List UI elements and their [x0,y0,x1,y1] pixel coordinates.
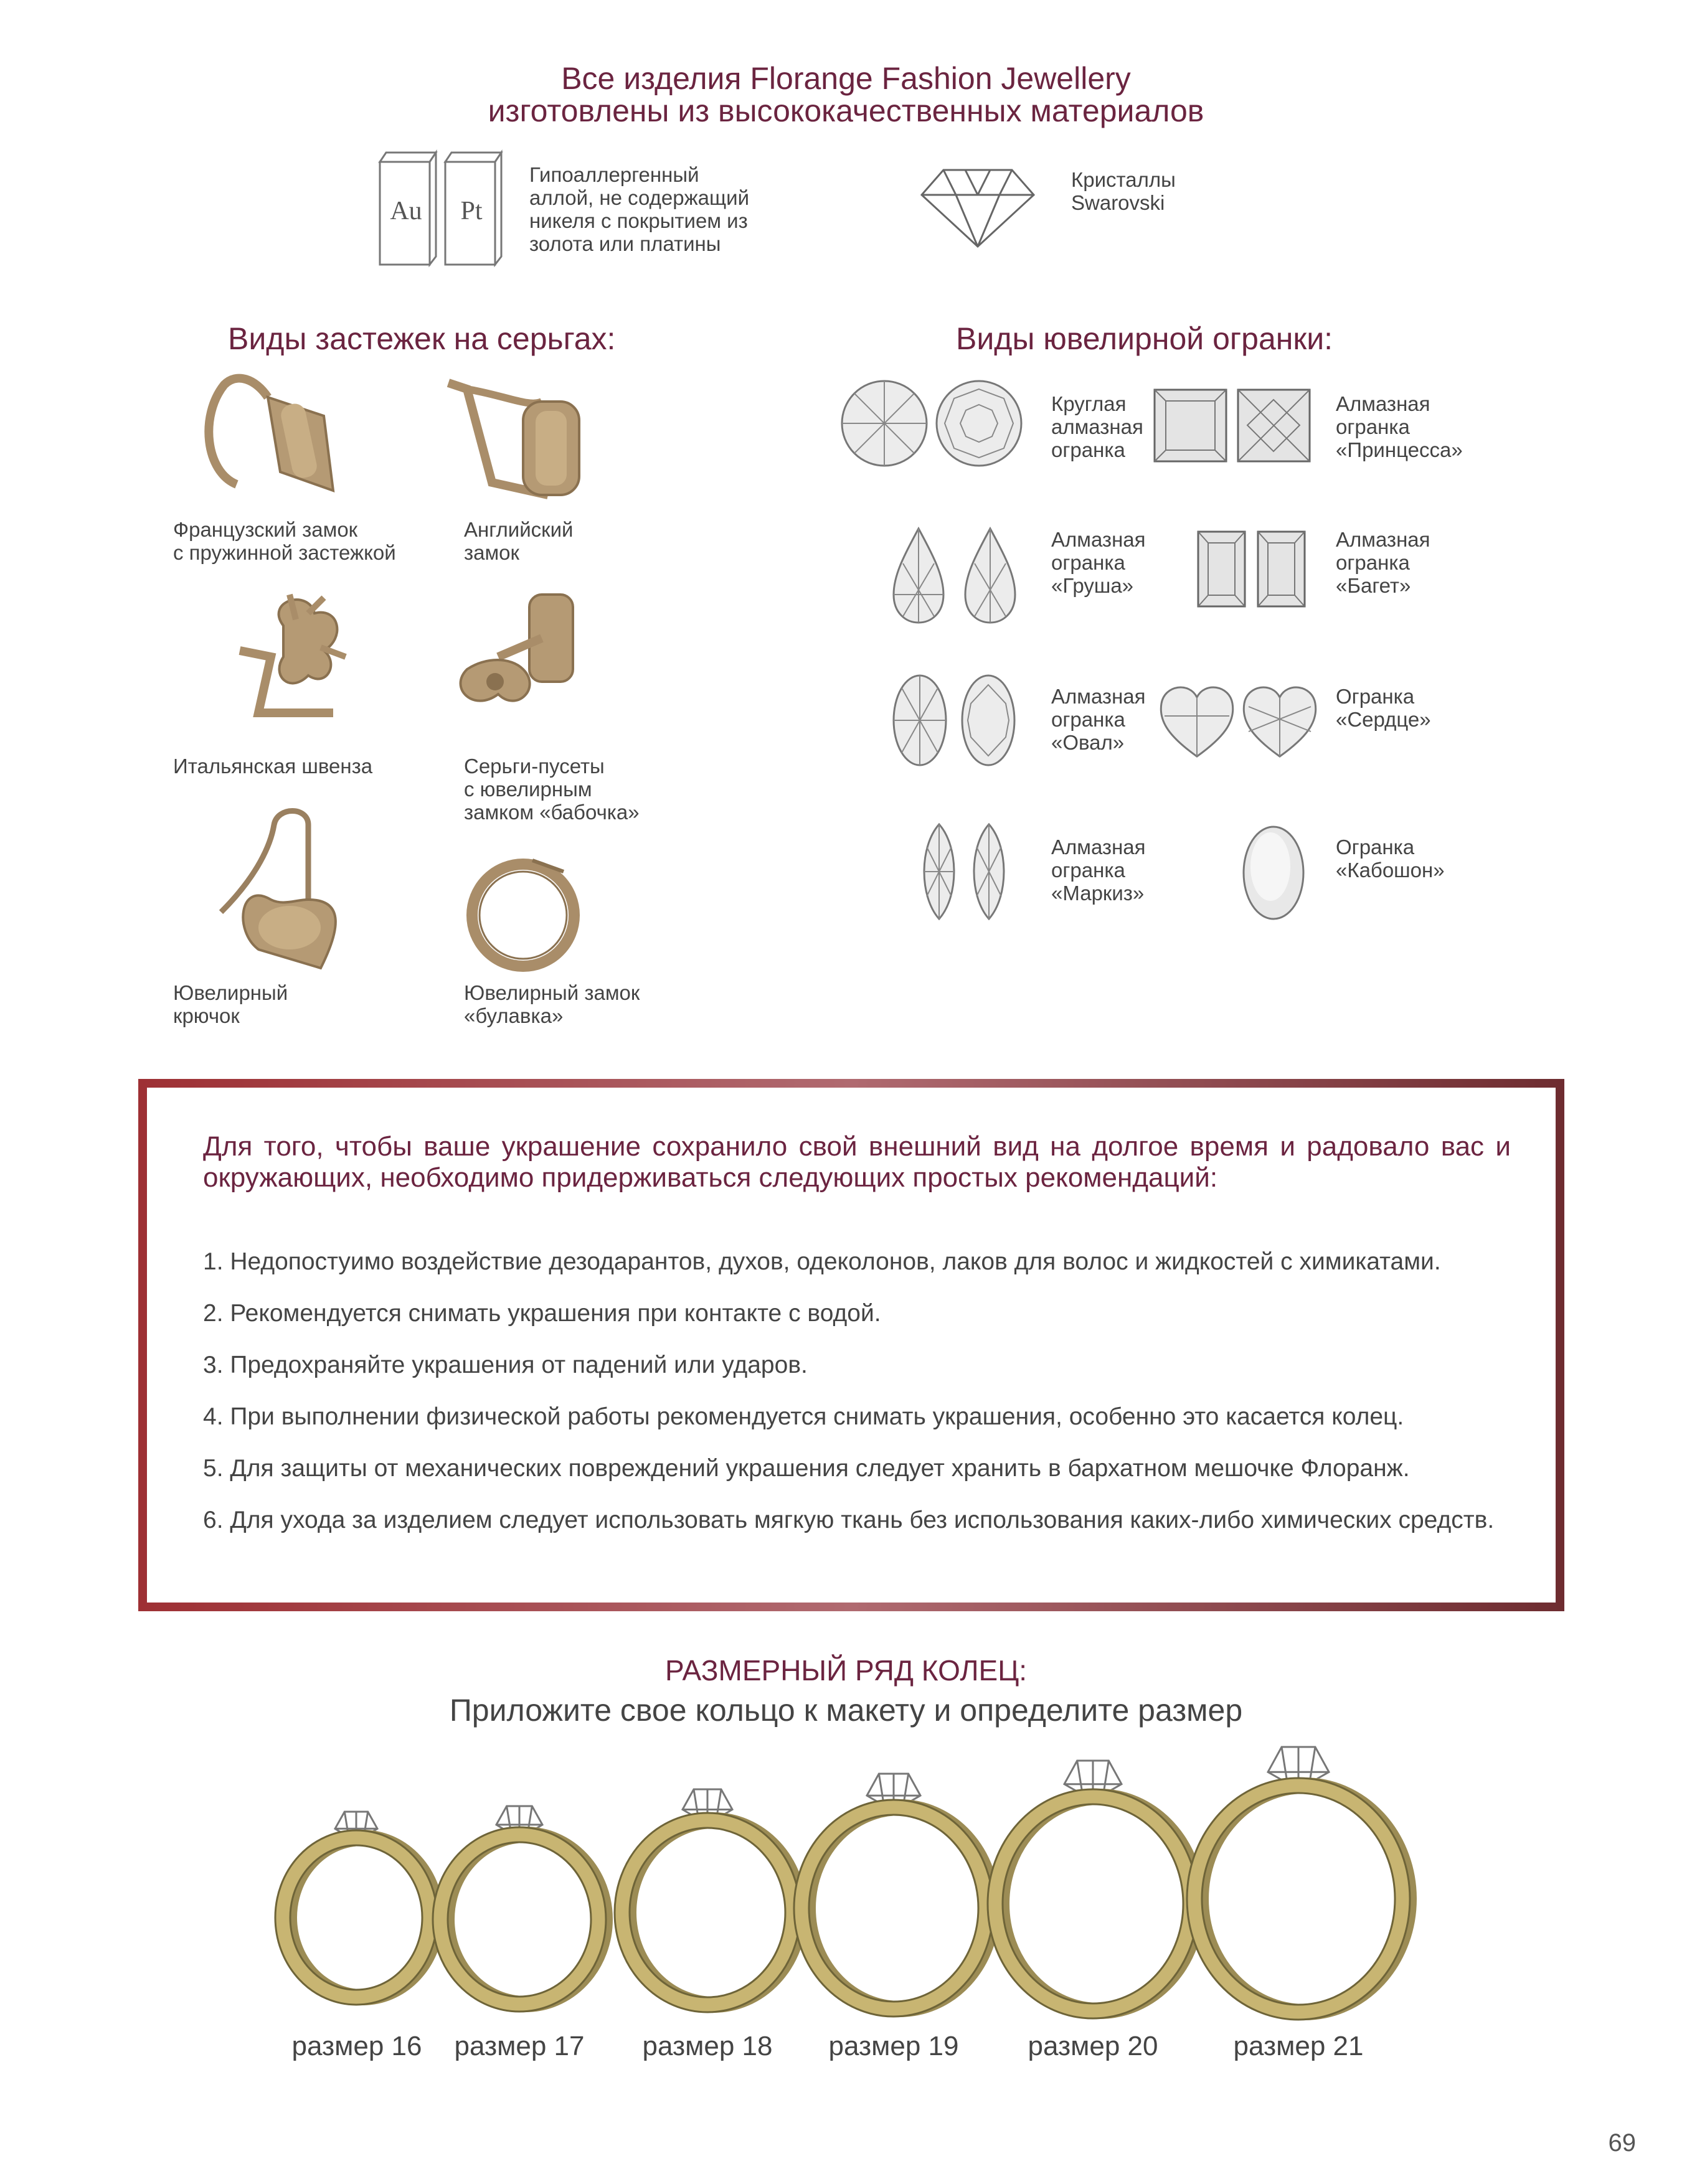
ring-band-21 [1194,1786,1402,2012]
ring-20 [988,1761,1198,2018]
ring-band-16 [283,1838,430,1997]
clasps-title: Виды застежек на серьгах: [228,321,616,356]
care-item: 1. Недопостуимо воздействие дезодарантов, духов, одеколонов, лаков для волос и жидкостей с химикатами. [203,1248,1441,1275]
hook-clasp-icon [202,806,352,974]
metal-au-label: Au [390,197,422,225]
heart-cut-icon [1158,679,1320,760]
ring-label-19: размер 19 [828,2031,959,2061]
page-number: 69 [1608,2129,1636,2157]
clasp-label-butterfly: Серьги-пусеты с ювелирным замком «бабочка» [464,755,640,824]
pear-cut-icon [891,526,1021,626]
baguette-cut-icon [1196,529,1314,610]
page-header [0,62,1692,127]
english-clasp-icon [442,377,604,501]
ring-18 [615,1789,800,2012]
care-item: 6. Для ухода за изделием следует использовать мягкую ткань без использования каких-либо химических средств. [203,1507,1495,1533]
ring-label-17: размер 17 [454,2031,585,2061]
crystal-icon [919,167,1037,248]
metal-pt-label: Pt [460,197,483,225]
metal-description: Гипоаллергенный аллой, не содержащий никеля с покрытием из золота или платины [529,163,750,255]
ring-outline-16 [275,1830,437,2005]
cut-label-oval: Алмазная огранка «Овал» [1051,685,1146,754]
rings-illustration [0,1743,1692,2042]
ring-label-16: размер 16 [291,2031,422,2061]
ring-outline-17 [448,1842,591,1997]
hoop-clasp-icon [458,853,588,977]
cut-label-heart: Огранка «Сердце» [1336,685,1431,731]
header-line-1: Все изделия Florange Fashion Jewellery [561,61,1131,96]
marquise-cut-icon [915,822,1021,921]
care-item: 3. Предохраняйте украшения от падений или ударов. [203,1352,808,1378]
ring-16 [275,1812,437,2005]
cabochon-cut-icon [1239,823,1308,923]
cut-label-princess: Алмазная огранка «Принцесса» [1336,392,1463,461]
ring-outline-16 [290,1845,422,1990]
cut-label-marquise: Алмазная огранка «Маркиз» [1051,835,1146,905]
ring-band-20 [995,1797,1191,2011]
cuts-title: Виды ювелирной огранки: [956,321,1333,356]
crystal-description: Кристаллы Swarovski [1071,168,1176,214]
ring-label-20: размер 20 [1028,2031,1158,2061]
ring-band-18 [622,1820,793,2005]
clasp-label-italian: Итальянская швенза [173,755,373,778]
ring-19 [794,1774,993,2017]
french-clasp-icon [199,372,343,497]
butterfly-stud-icon [448,588,598,732]
ring-label-21: размер 21 [1233,2031,1364,2061]
care-item: 5. Для защиты от механических повреждений украшения следует хранить в бархатном мешочке Флоранж. [203,1455,1410,1482]
clasp-label-french: Французский замок с пружинной застежкой [173,518,396,564]
clasp-label-english: Английский замок [464,518,574,564]
ring-size-subtitle: Приложите свое кольцо к макету и определите размер [449,1693,1243,1728]
oval-cut-icon [891,672,1021,769]
ring-outline-18 [630,1828,785,1997]
clasp-label-hook: Ювелирный крючок [173,981,288,1027]
ring-size-title: РАЗМЕРНЫЙ РЯД КОЛЕЦ: [664,1654,1028,1687]
care-item: 2. Рекомендуется снимать украшения при контакте с водой. [203,1300,881,1327]
care-list [203,1248,1511,1558]
cut-label-cabochon: Огранка «Кабошон» [1336,835,1445,882]
ring-outline-17 [433,1827,606,2012]
round-cut-icon [841,377,1028,470]
care-intro: Для того, чтобы ваше украшение сохранило свой внешний вид на долгое время и радовало вас и окружающих, необходимо придерживаться следующих простых рекомендаций: [203,1131,1511,1193]
ring-label-18: размер 18 [642,2031,773,2061]
italian-clasp-icon [215,588,352,719]
cut-label-round: Круглая алмазная огранка [1051,392,1143,461]
ring-21 [1187,1747,1410,2020]
header-line-2: изготовлены из высококачественных материалов [488,93,1204,128]
care-item: 4. При выполнении физической работы рекомендуется снимать украшения, особенно это касается колец. [203,1403,1404,1430]
ring-band-19 [801,1807,986,2009]
care-recommendations-box [138,1079,1564,1611]
ring-band-17 [440,1835,598,2004]
ring-17 [433,1806,606,2012]
ring-outline-19 [809,1815,978,2002]
clasp-label-hoop: Ювелирный замок «булавка» [464,981,640,1027]
cut-label-baguette: Алмазная огранка «Багет» [1336,528,1430,597]
princess-cut-icon [1152,387,1314,465]
cut-label-pear: Алмазная огранка «Груша» [1051,528,1146,597]
